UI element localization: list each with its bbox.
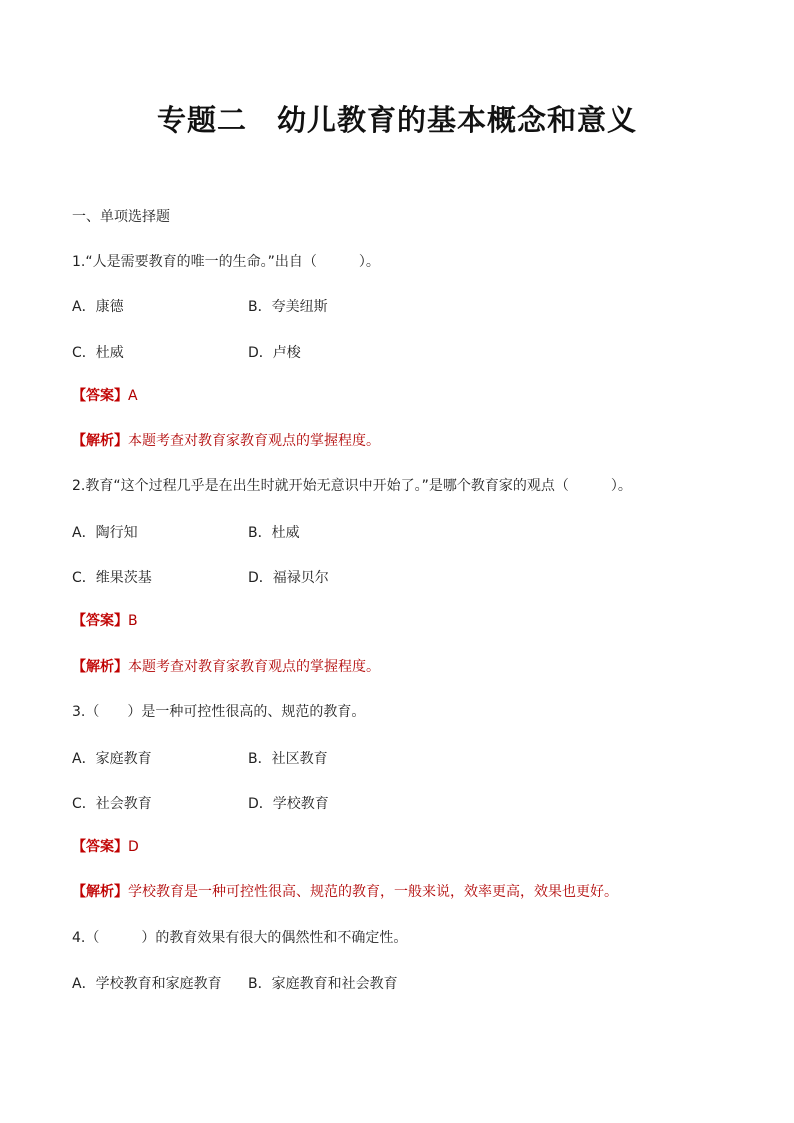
question-2-option-a: A．陶行知 bbox=[72, 525, 138, 541]
analysis-text: 本题考查对教育家教育观点的掌握程度。 bbox=[128, 433, 380, 449]
analysis-tag: 【解析】 bbox=[72, 884, 128, 900]
question-1-answer bbox=[72, 386, 138, 406]
question-2-option-b: B．杜威 bbox=[248, 525, 300, 541]
question-1-option-c: C．杜威 bbox=[72, 345, 124, 361]
question-1-option-a: A．康德 bbox=[72, 299, 124, 315]
question-3-answer bbox=[72, 837, 139, 857]
question-1-option-b: B．夸美纽斯 bbox=[248, 299, 328, 315]
question-4-stem: 4.（ ）的教育效果有很大的偶然性和不确定性。 bbox=[72, 930, 408, 946]
answer-tag: 【答案】 bbox=[72, 388, 128, 404]
analysis-tag: 【解析】 bbox=[72, 659, 128, 675]
question-3-option-d: D．学校教育 bbox=[248, 796, 329, 812]
analysis-tag: 【解析】 bbox=[72, 433, 128, 449]
question-2-answer bbox=[72, 611, 138, 631]
question-1-stem: 1.“人是需要教育的唯一的生命。”出自（ ）。 bbox=[72, 254, 380, 270]
question-2-stem: 2.教育“这个过程几乎是在出生时就开始无意识中开始了。”是哪个教育家的观点（ ）。 bbox=[72, 478, 632, 494]
question-3-option-c: C．社会教育 bbox=[72, 796, 152, 812]
question-1-analysis bbox=[72, 431, 380, 451]
question-3-option-a: A．家庭教育 bbox=[72, 751, 152, 767]
analysis-text: 学校教育是一种可控性很高、规范的教育，一般来说，效率更高，效果也更好。 bbox=[128, 884, 618, 900]
document-title: 专题二 幼儿教育的基本概念和意义 bbox=[156, 103, 637, 137]
answer-tag: 【答案】 bbox=[72, 613, 128, 629]
analysis-text: 本题考查对教育家教育观点的掌握程度。 bbox=[128, 659, 380, 675]
question-4-option-a: A．学校教育和家庭教育 bbox=[72, 976, 222, 992]
question-3-stem: 3.（ ）是一种可控性很高的、规范的教育。 bbox=[72, 704, 366, 720]
answer-value: A bbox=[128, 388, 138, 404]
answer-value: B bbox=[128, 613, 138, 629]
question-3-analysis bbox=[72, 882, 618, 902]
question-3-option-b: B．社区教育 bbox=[248, 751, 328, 767]
answer-tag: 【答案】 bbox=[72, 839, 128, 855]
section-heading: 一、单项选择题 bbox=[72, 209, 170, 225]
answer-value: D bbox=[128, 839, 139, 855]
question-2-option-c: C．维果茨基 bbox=[72, 570, 152, 586]
question-2-option-d: D．福禄贝尔 bbox=[248, 570, 329, 586]
question-2-analysis bbox=[72, 657, 380, 677]
question-4-option-b: B．家庭教育和社会教育 bbox=[248, 976, 398, 992]
question-1-option-d: D．卢梭 bbox=[248, 345, 301, 361]
